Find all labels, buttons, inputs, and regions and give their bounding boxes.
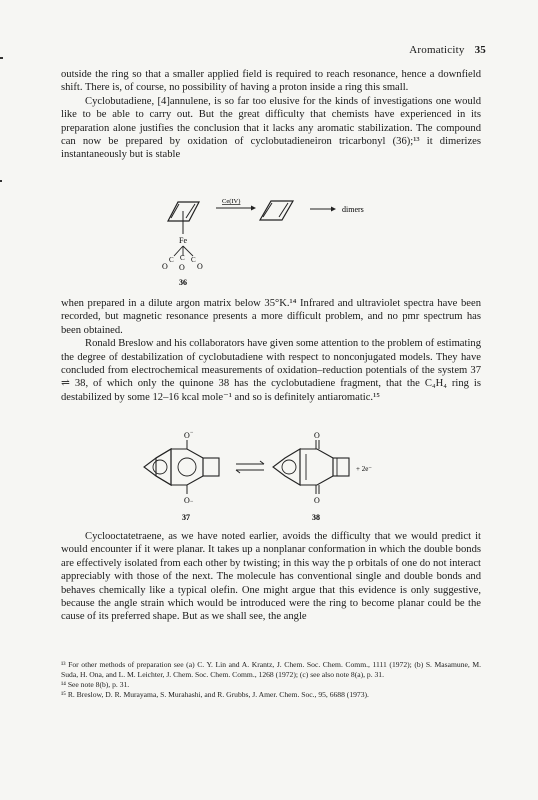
footnote-13: ¹³ For other methods of preparation see (a) C. Y. Lin and A. Krantz, J. Chem. Soc. Chem. Comm., 1111 (1972); (b) S. Masamune, M. Suda, H. Ona, and L. M. Leichter, J. Chem. Soc. Chem. Comm., 1268 (1972); (c) see also note 8(a), p. 31. [61, 660, 481, 679]
iron-atom-label: Fe [179, 236, 187, 245]
paragraph-5: Cyclooctatetraene, as we have noted earlier, avoids the difficulty that we would predict it would encounter if it were planar. It takes up a nonplanar conformation in which the double bonds are effectively isolated from each other by twisting; in this way the p orbitals of one do not interact appreciably with those of the next. The molecule has conventional single and double bonds and behaves chemically like a typical olefin. One might argue that this evidence is only suggestive, because the angle strain which would be introduced were the ring to become planar could be the cause of its preferred shape. But as we shall see, the angle [61, 531, 481, 623]
reagent-label: Ce(IV) [222, 198, 241, 205]
text-block-middle [61, 297, 481, 404]
carbonyl-carbon-label: C [191, 256, 196, 264]
oxygen-label: O [184, 431, 190, 440]
text-block-bottom [61, 530, 481, 624]
figure-cyclobutadieneiron-scheme [150, 196, 390, 288]
page-number: 35 [474, 44, 486, 56]
carbonyl-oxygen-label: O [197, 262, 203, 271]
compound-label-37: 37 [182, 513, 190, 522]
compound-label-36: 36 [179, 278, 187, 287]
carbonyl-oxygen-label: O [179, 263, 185, 272]
double-bond [263, 203, 272, 217]
paragraph-4: Ronald Breslow and his collaborators have given some attention to the problem of estimating the degree of destabilization of cyclobutadiene with respect to nonconjugated models. They have concluded from electrochemical measurements of oxidation–reduction potentials of the system 37 ⇌ 38, of which only the quinone 38 has the cyclobutadiene fragment, that the C₄H₄ ring is destabilized by some 12–16 kcal mole⁻¹ and so is definitely antiaromatic.¹⁵ [61, 338, 481, 403]
redox-svg [140, 428, 420, 524]
carbonyl-carbon-label: C [180, 254, 185, 262]
cyclobutadiene-product [260, 201, 293, 220]
oxygen-label: O [314, 431, 320, 440]
footnote-15: ¹⁵ R. Breslow, D. R. Murayama, S. Murahashi, and R. Grubbs, J. Amer. Chem. Soc., 95, 6688 (1973). [61, 690, 369, 699]
paragraph-2: Cyclobutadiene, [4]annulene, is so far too elusive for the kinds of investigations one would like to be able to carry out. But the great difficulty that chemists have experienced in its preparation alone justifies the conclusion that it lacks any aromatic stabilization. The compound can now be prepared by oxidation of cyclobutadieneiron tricarbonyl (36);¹³ it dimerizes instantaneously but is stable [61, 95, 481, 161]
scan-edge-mark [0, 57, 3, 59]
dimers-label: dimers [342, 205, 364, 214]
scan-edge-mark [0, 180, 2, 182]
charge-label: − [190, 499, 194, 505]
figure-redox-equilibrium [140, 428, 420, 524]
text-block-top [61, 68, 481, 162]
double-bond [279, 203, 288, 217]
electrons-label: + 2e⁻ [356, 465, 372, 473]
cyclobutene-ring [203, 458, 219, 476]
cyclobutadiene-ring [333, 458, 349, 476]
carbonyl-carbon-label: C [169, 256, 174, 264]
quinone-ring [300, 449, 333, 485]
oxygen-label: O [314, 496, 320, 505]
compound-label-38: 38 [312, 513, 320, 522]
aromatic-circle [178, 458, 196, 476]
paragraph-3: when prepared in a dilute argon matrix below 35°K.¹⁴ Infrared and ultraviolet spectra have been recorded, but magnetic resonance presents a more difficult problem, and no pmr spectrum has been obtained. [61, 298, 481, 336]
running-header-title: Aromaticity [409, 44, 465, 56]
arrow-head [331, 207, 336, 212]
oxygen-label: O [184, 496, 190, 505]
arrow-head [251, 206, 256, 211]
footnote-14: ¹⁴ See note 8(b), p. 31. [61, 680, 130, 689]
central-ring [171, 449, 203, 485]
paragraph-1: outside the ring so that a smaller applied field is required to reach resonance, hence a downfield shift. There is, of course, no possibility of having a proton inside a ring this small. [61, 69, 481, 94]
aromatic-circle [282, 460, 296, 474]
double-bond [171, 204, 179, 218]
aromatic-circle [153, 460, 167, 474]
running-header [409, 44, 486, 56]
scheme-svg [150, 196, 390, 288]
benzo-ring-left [156, 449, 171, 485]
charge-label: − [190, 430, 194, 436]
carbonyl-oxygen-label: O [162, 262, 168, 271]
footnotes [61, 660, 481, 700]
